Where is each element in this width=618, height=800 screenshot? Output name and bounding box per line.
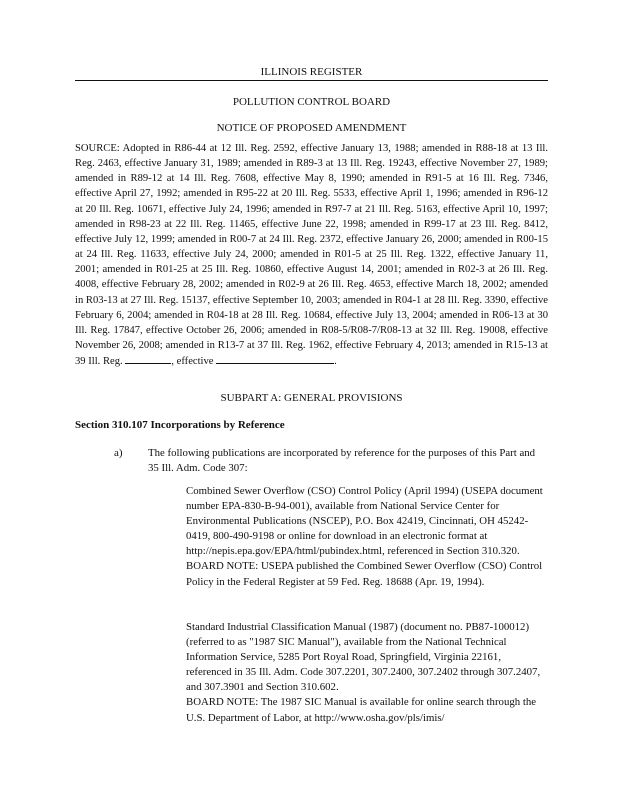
subsection-text: The following publications are incorporated by reference for the purposes of this Part and 35 Ill. Adm. Code 307: (148, 447, 536, 475)
reference-entry (186, 484, 548, 590)
source-text: SOURCE: Adopted in R86-44 at 12 Ill. Reg. 2592, effective January 13, 1988; amended in R88-18 at 13 Ill. Reg. 2463, effective January 31, 1989; amended in R89-3 at 13 Ill. Reg. 19243, effective November 27, 1989; amended in R89-12 at 14 Ill. Reg. 7608, effective May 8, 1990; amended in R91-5 at 16 Ill. Reg. 7346, effective April 27, 1992; amended in R95-22 at 20 Ill. Reg. 5533, effective April 1, 1996; amended in R96-12 at 20 Ill. Reg. 10671, effective July 24, 1996; amended in R97-7 at 21 Ill. Reg. 5163, effective April 10, 1997; amended in R98-23 at 22 Ill. Reg. 11465, effective June 22, 1998; amended in R99-17 at 23 Ill. Reg. 8412, effective July 12, 1999; amended in R00-7 at 24 Ill. Reg. 2372, effective January 26, 2000; amended in R00-15 at 24 Ill. Reg. 11633, effective July 24, 2000; amended in R01-5 at 25 Ill. Reg. 1322, effective January 11, 2001; amended in R01-25 at 25 Ill. Reg. 10860, effective August 14, 2001; amended in R02-3 at 26 Ill. Reg. 4008, effective February 28, 2002; amended in R02-9 at 26 Ill. Reg. 4653, effective March 18, 2002; amended in R03-13 at 27 Ill. Reg. 15137, effective September 10, 2003; amended in R04-1 at 28 Ill. Reg. 3390, effective February 6, 2004; amended in R04-18 at 28 Ill. Reg. 10684, effective July 13, 2004; amended in R06-13 at 30 Ill. Reg. 17847, effective October 26, 2006; amended in R08-5/R08-7/R08-13 at 32 Ill. Reg. 19008, effective November 26, 2008; amended in R13-7 at 37 Ill. Reg. 1962, effective February 4, 2013; amended in R15-13 at 39 Ill. Reg. (75, 143, 548, 368)
reference-entry-text: Combined Sewer Overflow (CSO) Control Policy (April 1994) (USEPA document number EPA-830-B-94-001), available from National Service Center for Environmental Publications (NSCEP), P.O. Box 42419, Cincinnati, OH 45242-0419, 800-490-9198 or online for download in an electronic format at http://nepis.epa.gov/EPA/html/pubindex.html, referenced in Section 310.320. (186, 485, 543, 558)
subsection-label: a) (114, 447, 123, 459)
register-header: ILLINOIS REGISTER (75, 66, 548, 81)
blank-date-line (216, 353, 334, 364)
notice-title: NOTICE OF PROPOSED AMENDMENT (216, 122, 407, 134)
blank-reg-line (125, 353, 171, 364)
board-title: POLLUTION CONTROL BOARD (232, 96, 391, 108)
source-effective: , effective (171, 356, 214, 368)
section-heading: Section 310.107 Incorporations by Reference (75, 419, 285, 431)
source-end: . (334, 356, 337, 368)
reference-entry-text: Standard Industrial Classification Manual (1987) (document no. PB87-100012) (referred to as "1987 SIC Manual"), available from the National Technical Information Service, 5285 Port Royal Road, Springfield, Virginia 22161, referenced in 35 Ill. Adm. Code 307.2201, 307.2400, 307.2402 through 307.2407, and 307.3901 and Section 310.602. (186, 621, 541, 694)
reference-entry (186, 620, 548, 726)
board-note: BOARD NOTE: The 1987 SIC Manual is available for online search through the U.S. Department of Labor, at http://www.osha.gov/pls/imis/ (186, 696, 537, 724)
source-paragraph (75, 141, 548, 369)
subpart-heading: SUBPART A: GENERAL PROVISIONS (220, 392, 403, 404)
board-note: BOARD NOTE: USEPA published the Combined Sewer Overflow (CSO) Control Policy in the Federal Register at 59 Fed. Reg. 18688 (Apr. 19, 1994). (186, 560, 543, 588)
